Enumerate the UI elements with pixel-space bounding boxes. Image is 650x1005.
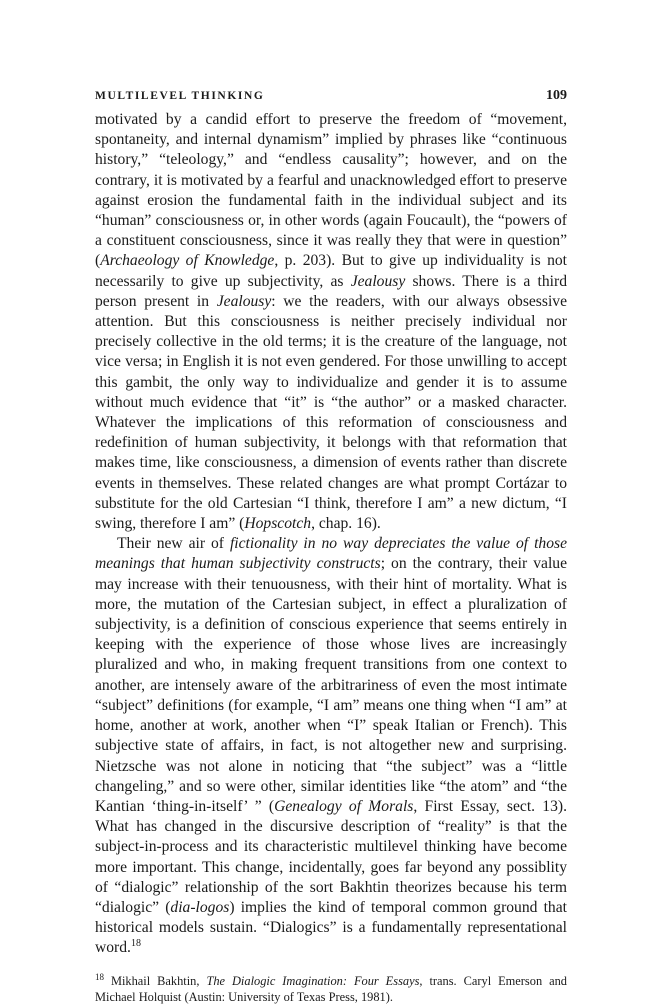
running-head [95, 88, 567, 104]
footnote-text [95, 974, 567, 1004]
paragraph-1-segment-3: , p. 203). But to give up individuality is not necessarily to give up subjectivity, as [95, 252, 567, 290]
paragraph-2-segment-3: ; on the contrary, their value may increase with their tenuousness, with their hint of mortality. What is more, the mutation of the Cartesian subject, in effect a pluralization of subjectivity, is a definition of conscious experience that seems entirely in keeping with the experience of those whose lives are increasingly pluralized and who, in making frequent transitions from one context to another, are intensely aware of the arbitrariness of even the most intimate “subject” definitions (for example, “I am” means one thing when “I am” at home, another at work, another when “I” speak Italian or French). This subjective state of affairs, in fact, is not altogether new and surprising. Nietzsche was not alone in noticing that “the subject” was a “little changeling,” and so were other, similar identities like “the atom” and “the Kantian ‘thing-in-itself’ ” ( [95, 555, 567, 815]
footnote-reference: 18 [130, 938, 141, 950]
book-page [95, 88, 567, 1005]
footnote-segment-1: Mikhail Bakhtin, [104, 973, 207, 988]
paragraph-1-segment-9: , chap. 16). [311, 515, 381, 533]
paragraph-2-segment-1: Their new air of [117, 535, 230, 553]
footnote-segment-2: The Dialogic Imagination: Four Essays [206, 973, 420, 988]
footnote-number: 18 [95, 971, 104, 982]
paragraph-1-segment-6: Jealousy [216, 292, 272, 310]
paragraph-1-segment-1: motivated by a candid effort to preserve the freedom of “movement, spontaneity, and internal dynamism” implied by phrases like “continuous history,” “teleology,” and “endless causality”; however, and on the contrary, it is motivated by a fearful and unacknowledged effort to preserve against erosion the fundamental faith in the individual subject and its “human” consciousness or, in other words (again Foucault), the “powers of a constituent consciousness, since it was really they that were in question” ( [95, 111, 567, 270]
paragraph-1-segment-5: shows. There is a third person present in [95, 272, 567, 310]
paragraph-2-segment-7: ) implies the kind of temporal common ground that historical models sustain. “Dialogics” is a fundamentally representational word. [95, 898, 567, 957]
paragraph-2-segment-6: dia-logos [170, 898, 230, 916]
footnote [95, 973, 567, 1005]
paragraph-1-segment-2: Archaeology of Knowledge [100, 252, 275, 270]
paragraph-1-segment-8: Hopscotch [244, 515, 312, 533]
body-text [95, 110, 567, 959]
paragraph-2 [95, 534, 567, 958]
page-number: 109 [546, 88, 567, 103]
footnote-segment-3: , trans. Caryl Emerson and Michael Holquist (Austin: University of Texas Press, 1981). [95, 973, 567, 1004]
paragraph-2-segment-4: Genealogy of Morals [274, 797, 414, 815]
paragraph-2-segment-2: fictionality in no way depreciates the value of those meanings that human subjectivity constructs [95, 535, 567, 573]
paragraph-1-segment-4: Jealousy [350, 272, 406, 290]
paragraph-1 [95, 110, 567, 534]
paragraph-1-segment-7: : we the readers, with our always obsessive attention. But this consciousness is neither precisely individual nor precisely collective in the old terms; it is the creature of the language, not vice versa; in English it is not even gendered. For those unwilling to accept this gambit, the only way to individualize and gender it is to assume without much evidence that “it” is “the author” or a masked character. Whatever the implications of this reformation of consciousness and redefinition of human subjectivity, it belongs with that reformation that makes time, like consciousness, a dimension of events rather than discrete events in themselves. These related changes are what prompt Cortázar to substitute for the old Cartesian “I think, therefore I am” a new dictum, “I swing, therefore I am” ( [95, 292, 567, 533]
paragraph-2-segment-5: , First Essay, sect. 13). What has changed in the discursive description of “reality” is that the subject-in-process and its characteristic multilevel thinking have become more important. This change, incidentally, goes far beyond any possiblity of “dialogic” relationship of the sort Bakhtin theorizes because his term “dialogic” ( [95, 797, 567, 916]
running-title: MULTILEVEL THINKING [95, 90, 265, 102]
